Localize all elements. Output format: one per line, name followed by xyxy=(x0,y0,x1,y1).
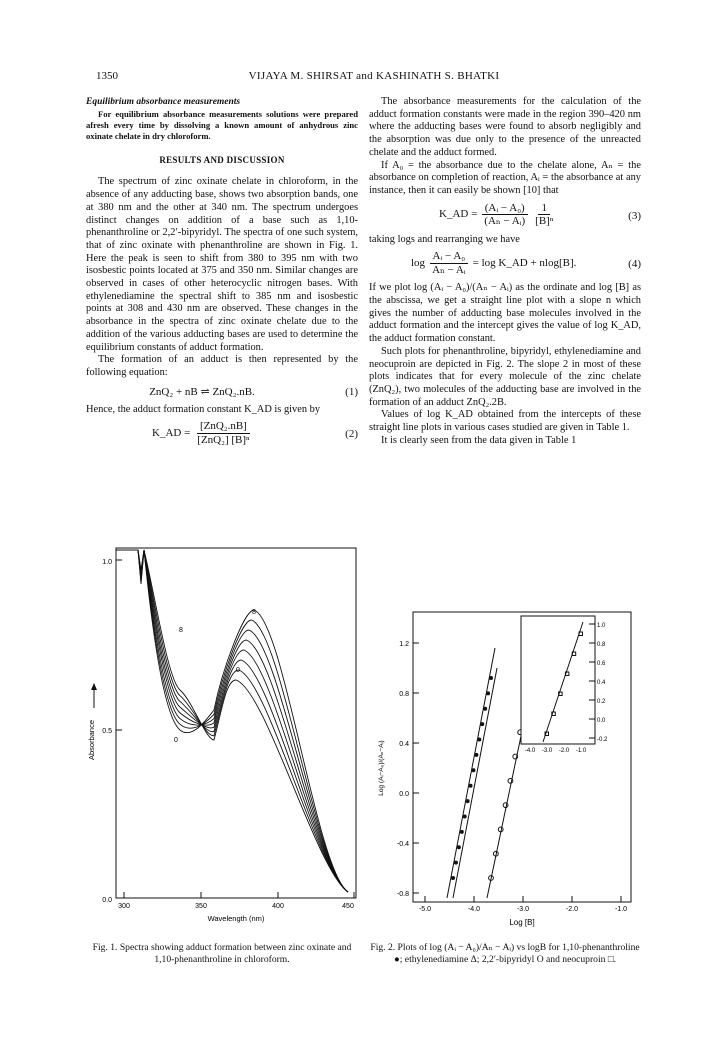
y-tick-label: -0.8 xyxy=(396,891,409,898)
inset-y-tick-label: 0.0 xyxy=(597,718,606,724)
equation-log: log xyxy=(411,257,426,270)
phenanthroline-point xyxy=(480,722,484,726)
x-axis-label: Wavelength (nm) xyxy=(207,914,265,923)
x-axis-label: Log [B] xyxy=(509,918,535,927)
equation-1 xyxy=(86,380,358,404)
figure-1-caption: Fig. 1. Spectra showing adduct formation between zinc oxinate and 1,10-phenanthroline in chloroform. xyxy=(92,942,352,965)
right-column xyxy=(369,96,641,447)
x-tick-label: -5.0 xyxy=(418,906,432,913)
log-plot xyxy=(369,608,641,930)
x-tick-label: 450 xyxy=(342,903,354,910)
denominator: [ZnQ₂] [B]ⁿ xyxy=(197,434,250,447)
phenanthroline-point xyxy=(460,830,464,834)
phenanthroline-point xyxy=(489,676,493,680)
inset-y-tick-label: 0.8 xyxy=(597,642,606,648)
phenanthroline-point xyxy=(474,753,478,757)
inset-y-tick-label: 0.6 xyxy=(597,661,606,667)
inset-y-tick-label: -0.2 xyxy=(597,737,608,743)
paragraph: Such plots for phenanthroline, bipyridyl, ethylenediamine and neocuproin are depicted in Fig. 2. The slope 2 in most of these plots indicates that for every molecule of the zinc chelate (ZnQ₂), two molecules of the adducting base are involved in the formation of an adduct ZnQ₂.2B. xyxy=(369,345,641,408)
x-tick-label: 300 xyxy=(118,903,130,910)
equation-fraction xyxy=(532,202,556,228)
figure-2-caption: Fig. 2. Plots of log (Aᵢ − A₀)/Aₙ − Aᵢ) vs logB for 1,10-phenanthroline ●; ethylenediamine Δ; 2,2′-bipyridyl O and neocuproin □. xyxy=(370,942,640,965)
numerator: Aᵢ − A₀ xyxy=(430,250,469,264)
phenanthroline-point xyxy=(469,784,473,788)
equation-fraction xyxy=(429,250,469,276)
y-tick-label: 0.0 xyxy=(102,897,112,904)
results-heading: RESULTS AND DISCUSSION xyxy=(159,154,285,165)
paragraph: It is clearly seen from the data given in Table 1 xyxy=(381,434,577,446)
phenanthroline-point xyxy=(477,738,481,742)
paragraph: The formation of an adduct is then represented by the following equation: xyxy=(86,354,358,378)
paragraph: If A₀ = the absorbance due to the chelate alone, Aₙ = the absorbance on completion of reaction, Aᵢ = the absorbance at any instance, then it can easily be shown [10] that xyxy=(369,159,641,196)
equation-4 xyxy=(369,246,641,282)
x-tick-label: -2.0 xyxy=(565,906,579,913)
phenanthroline-point xyxy=(466,799,470,803)
x-tick-label: 350 xyxy=(195,903,207,910)
equation-3 xyxy=(369,198,641,234)
equation-fraction xyxy=(194,420,252,446)
denominator: [B]ⁿ xyxy=(535,215,554,228)
phenanthroline-point xyxy=(471,768,475,772)
left-column xyxy=(86,96,358,452)
curve-label: 8 xyxy=(252,609,256,616)
inset-x-tick-label: -4.0 xyxy=(524,748,536,754)
y-tick-label: 1.2 xyxy=(399,641,409,648)
denominator: (Aₙ − Aᵢ) xyxy=(484,215,526,228)
paragraph: taking logs and rearranging we have xyxy=(369,233,520,245)
regression-lines xyxy=(447,648,529,898)
inset-y-tick-label: 1.0 xyxy=(597,623,606,629)
y-ticks xyxy=(413,643,419,893)
inset-x-tick-label: -3.0 xyxy=(541,748,553,754)
y-tick-label: 0.8 xyxy=(399,691,409,698)
phenanthroline-point xyxy=(483,707,487,711)
y-tick-label: 0.4 xyxy=(399,741,409,748)
fit-line xyxy=(447,648,495,898)
equation-number: (3) xyxy=(628,209,641,222)
spectra-plot xyxy=(86,540,366,930)
equation-body: ZnQ₂ + nB ⇌ ZnQ₂.nB. xyxy=(149,385,255,398)
denominator: Aₙ − Aᵢ xyxy=(432,264,466,277)
numerator: (Aᵢ − A₀) xyxy=(482,202,528,216)
bipyridyl-point xyxy=(503,803,508,808)
inset-frame xyxy=(521,616,595,744)
x-tick-label: -1.0 xyxy=(614,906,628,913)
y-tick-label: 1.0 xyxy=(102,559,112,566)
running-authors: VIJAYA M. SHIRSAT and KASHINATH S. BHATKI xyxy=(248,70,500,82)
equation-number: (2) xyxy=(345,428,358,441)
curve-label: 8 xyxy=(179,627,183,634)
paragraph: The spectrum of zinc oxinate chelate in chloroform, in the absence of any adducting base, shows two absorption bands, one at 380 nm and the other at 340 nm. The spectrum undergoes distinct changes on addition of a base such as 1,10-phenanthroline or 2,2′-bipyridyl. The spectra of one such system, that of zinc oxinate with phenanthroline are shown in Fig. 1. Here the peak is seen to shift from 380 to 395 nm with two isosbestic points located at 375 and 350 nm. Similar changes are observed in cases of other heterocyclic nitrogen bases. With ethylenediamine the spectral shift to 385 nm and isosbestic points at 308 and 430 nm are observed. These changes in the absorbance in the spectra of zinc oxinate chelate due to the addition of the various adducting bases are used to determine the equilibrium constants of adduct formation. xyxy=(86,176,358,353)
spectrum-curve xyxy=(116,550,348,892)
numerator: [ZnQ₂.nB] xyxy=(197,420,250,434)
paragraph: Hence, the adduct formation constant K_AD is given by xyxy=(86,403,321,415)
equation-number: (1) xyxy=(345,385,358,398)
y-tick-label: 0.5 xyxy=(102,728,112,735)
inset-x-tick-label: -2.0 xyxy=(558,748,570,754)
equation-rhs: = log K_AD + nlog[B]. xyxy=(472,257,577,270)
y-tick-label: 0.0 xyxy=(399,791,409,798)
x-tick-label: 400 xyxy=(272,903,284,910)
paragraph: If we plot log (Aᵢ − A₀)/(Aₙ − Aᵢ) as the ordinate and log [B] as the abscissa, we get a straight line plot with a slope n which gives the number of adducting base molecules involved in the adduct formation and the intercept gives the value of log K_AD, the adduct formation constant. xyxy=(369,282,641,345)
phenanthroline-point xyxy=(451,876,455,880)
paragraph: The absorbance measurements for the calculation of the adduct formation constants were made in the region 390–420 nm where the adducting bases were found to absorb negligibly and the absorption was due only to the presence of the unreacted chelate and the adduct formed. xyxy=(369,96,641,158)
phenanthroline-point xyxy=(454,861,458,865)
equation-2 xyxy=(86,416,358,452)
section-paragraph: For equilibrium absorbance measurements solutions were prepared afresh every time by dissolving a known amount of anhydrous zinc oxinate chelate in dry chloroform. xyxy=(86,108,358,141)
inset-y-tick-label: 0.4 xyxy=(597,680,606,686)
equation-fraction xyxy=(481,202,528,228)
section-title: Equilibrium absorbance measurements xyxy=(86,97,241,107)
phenanthroline-point xyxy=(463,814,467,818)
equation-lhs: K_AD = xyxy=(439,208,478,221)
axis-arrowhead xyxy=(91,683,97,690)
x-tick-label: -4.0 xyxy=(467,906,481,913)
y-axis-label: Log (Aᵢ−A₀)/(Aₙ−Aᵢ) xyxy=(378,740,385,796)
figure-1 xyxy=(86,540,366,930)
inset-x-tick-label: -1.0 xyxy=(575,748,587,754)
spectra-curves xyxy=(116,550,348,892)
curve-label: 0 xyxy=(236,667,240,674)
figure-2 xyxy=(369,608,641,930)
numerator: 1 xyxy=(538,202,550,216)
paragraph: Values of log K_AD obtained from the intercepts of these straight line plots in various cases studied are given in Table 1. xyxy=(369,409,641,434)
page-number: 1350 xyxy=(96,70,118,82)
y-axis-label: Absorbance xyxy=(87,719,96,761)
equation-number: (4) xyxy=(628,258,641,271)
x-tick-label: -3.0 xyxy=(516,906,530,913)
phenanthroline-point xyxy=(486,691,490,695)
phenanthroline-point xyxy=(457,845,461,849)
fit-line xyxy=(453,668,497,898)
equation-lhs: K_AD = xyxy=(152,427,191,440)
inset-y-tick-label: 0.2 xyxy=(597,699,606,705)
page-header xyxy=(96,70,652,86)
y-tick-label: -0.4 xyxy=(396,841,409,848)
curve-label: 0 xyxy=(174,737,178,744)
